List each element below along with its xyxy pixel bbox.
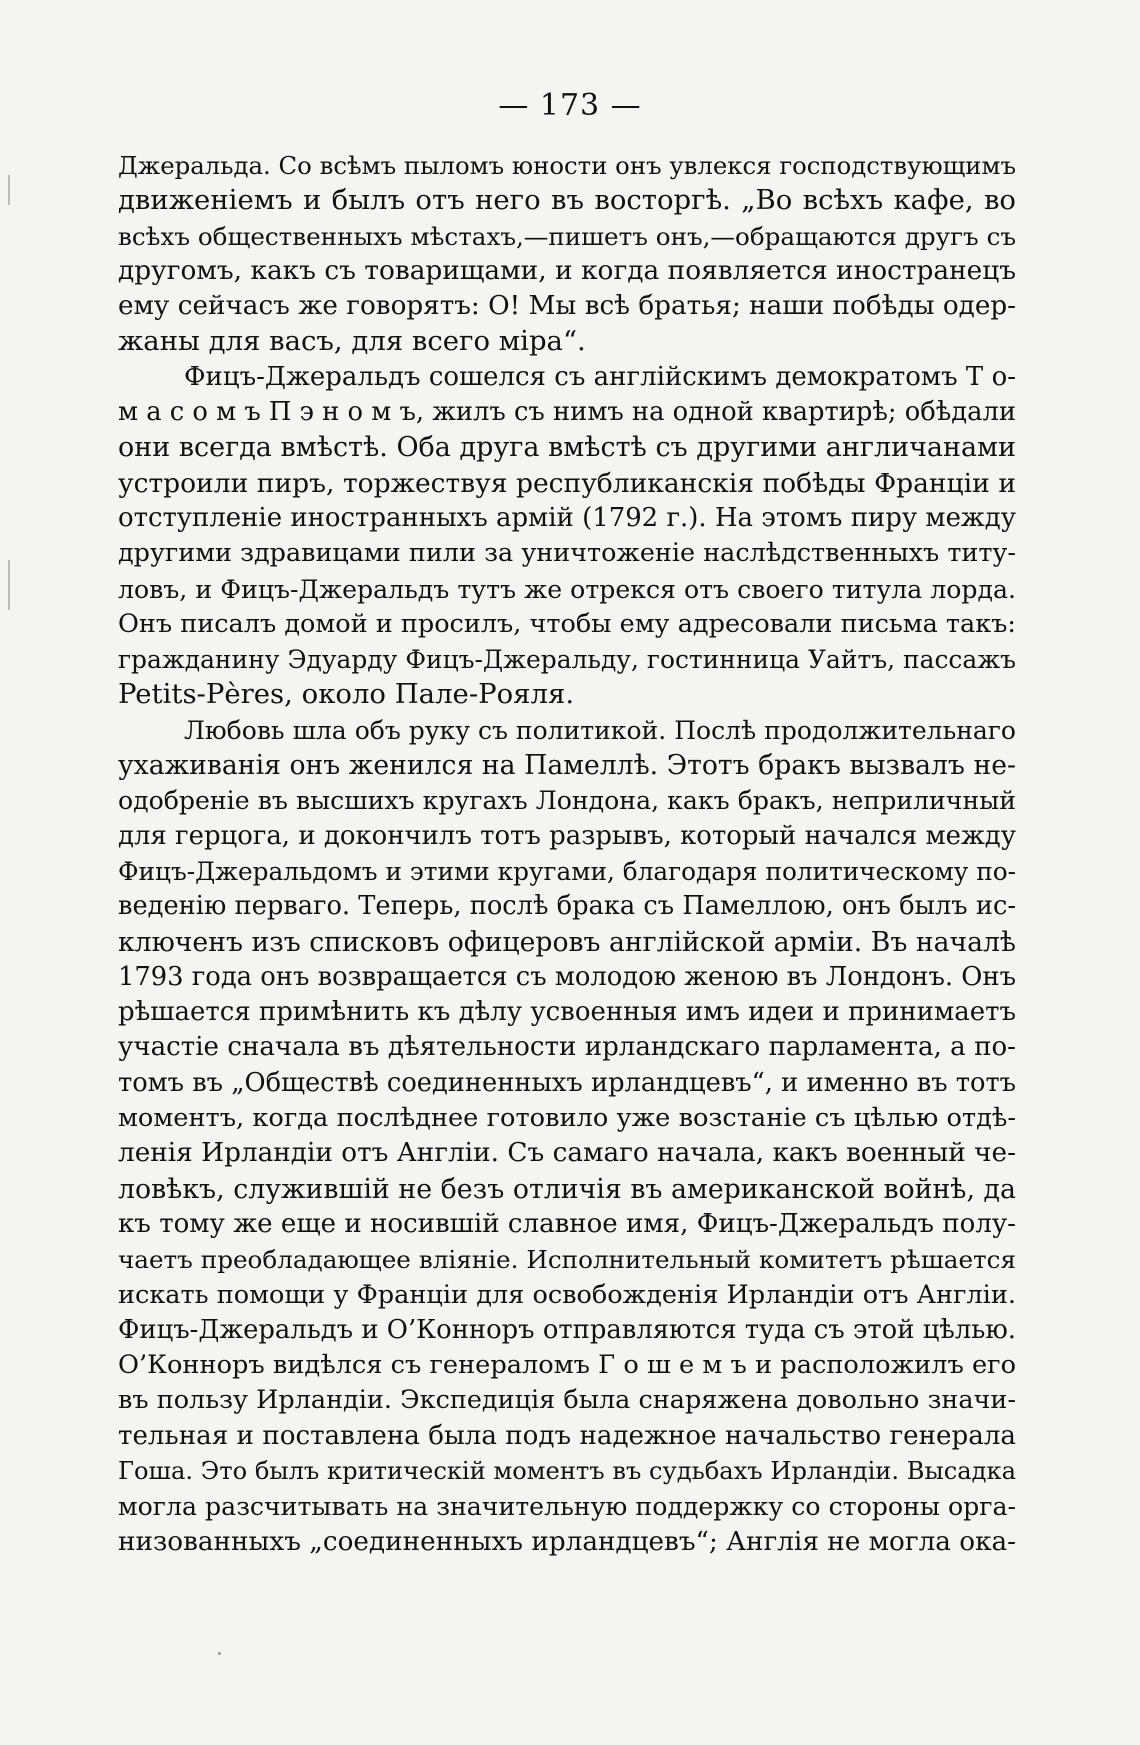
text-line: Джеральда. Со всѣмъ пыломъ юности онъ увлекся господствующимъ [118, 151, 1016, 180]
text-line: къ тому же еще и носившій славное имя, Фицъ-Джеральдъ полу- [118, 1208, 1016, 1239]
text-line: другими здравицами пили за уничтоженіе наслѣдственныхъ титу- [118, 538, 1016, 569]
text-line: ключенъ изъ списковъ офицеровъ англійской арміи. Въ началѣ [118, 926, 1016, 958]
text-line: веденію перваго. Теперь, послѣ брака съ Памеллою, онъ былъ ис- [118, 891, 1016, 922]
text-line: Фицъ-Джеральдъ сошелся съ англійскимъ демократомъ Т о- [184, 361, 1016, 392]
page-number: — 173 — [498, 88, 642, 123]
text-line: отступленіе иностранныхъ армій (1792 г.). На этомъ пиру между [118, 502, 1016, 533]
text-line: ловѣкъ, служившій не безъ отличія въ американской войнѣ, да [118, 1173, 1016, 1205]
margin-scan-mark [8, 175, 10, 205]
text-line: Онъ писалъ домой и просилъ, чтобы ему адресовали письма такъ: [118, 608, 1016, 639]
text-line: устроили пиръ, торжествуя республиканскія побѣды Франціи и [118, 467, 1016, 499]
text-line: Гоша. Это былъ критическій моментъ въ судьбахъ Ирландіи. Высадка [118, 1456, 1016, 1485]
text-line: Любовь шла объ руку съ политикой. Послѣ продолжительнаго [184, 715, 1016, 745]
text-line: въ пользу Ирландіи. Экспедиція была снаряжена довольно значи- [118, 1385, 1016, 1416]
text-line: томъ въ „Обществѣ соединенныхъ ирландцевъ“, и именно въ тотъ [118, 1067, 1016, 1098]
text-line: одобреніе въ высшихъ кругахъ Лондона, какъ бракъ, неприличный [118, 786, 1016, 816]
text-line: Фицъ-Джеральдъ и О’Конноръ отправляются туда съ этой цѣлью. [118, 1314, 1016, 1345]
text-line: чаетъ преобладающее вліяніе. Исполнительный комитетъ рѣшается [118, 1245, 1016, 1275]
text-line: О’Конноръ видѣлся съ генераломъ Г о ш е м ъ и расположилъ его [118, 1350, 1016, 1381]
text-line: Фицъ-Джеральдомъ и этими кругами, благодаря политическому по- [118, 856, 1016, 886]
text-line: движеніемъ и былъ отъ него въ восторгѣ. „Во всѣхъ кафе, во [118, 184, 1016, 217]
text-line: м а с о м ъ П э н о м ъ, жилъ съ нимъ на одной квартирѣ; обѣдали [118, 397, 1016, 428]
text-line: участіе сначала въ дѣятельности ирландскаго парламента, а по- [118, 1032, 1016, 1063]
text-line: ему сейчасъ же говорятъ: О! Мы всѣ братья; наши побѣды одер- [118, 291, 1016, 322]
text-line: низованныхъ „соединенныхъ ирландцевъ“; Англія не могла ока- [118, 1526, 1016, 1557]
text-line: другомъ, какъ съ товарищами, и когда появляется иностранецъ [118, 255, 1016, 286]
body-text [118, 148, 1016, 1560]
text-line: тельная и поставлена была подъ надежное начальство генерала [118, 1420, 1016, 1451]
text-line: ленія Ирландіи отъ Англіи. Съ самаго начала, какъ военный че- [118, 1138, 1016, 1169]
text-line: рѣшается примѣнить къ дѣлу усвоенныя имъ идеи и принимаетъ [118, 997, 1016, 1028]
text-line: искать помощи у Франціи для освобожденія Ирландіи отъ Англіи. [118, 1279, 1016, 1310]
text-line: ловъ, и Фицъ-Джеральдъ тутъ же отрекся отъ своего титула лорда. [118, 574, 1016, 604]
text-line: могла разсчитывать на значительную поддержку со стороны орга- [118, 1492, 1016, 1522]
text-line: для герцога, и докончилъ тотъ разрывъ, который начался между [118, 820, 1016, 851]
text-line: Petits-Pѐres, около Пале-Рояля. [118, 678, 575, 711]
text-line: они всегда вмѣстѣ. Оба друга вмѣстѣ съ другими англичанами [118, 432, 1016, 464]
margin-scan-mark [8, 560, 10, 610]
scan-speck [218, 1652, 221, 1655]
text-line: 1793 года онъ возвращается съ молодою женою въ Лондонъ. Онъ [118, 961, 1016, 992]
text-line: моментъ, когда послѣднее готовило уже возстаніе съ цѣлью отдѣ- [118, 1103, 1016, 1134]
text-line: всѣхъ общественныхъ мѣстахъ,—пишетъ онъ,—обращаются другъ съ [118, 221, 1016, 251]
text-line: гражданину Эдуарду Фицъ-Джеральду, гостинница Уайтъ, пассажъ [118, 645, 1016, 675]
text-line: жаны для васъ, для всего міра“. [118, 325, 586, 358]
text-line: ухаживанія онъ женился на Памеллѣ. Этотъ бракъ вызвалъ не- [118, 750, 1016, 782]
